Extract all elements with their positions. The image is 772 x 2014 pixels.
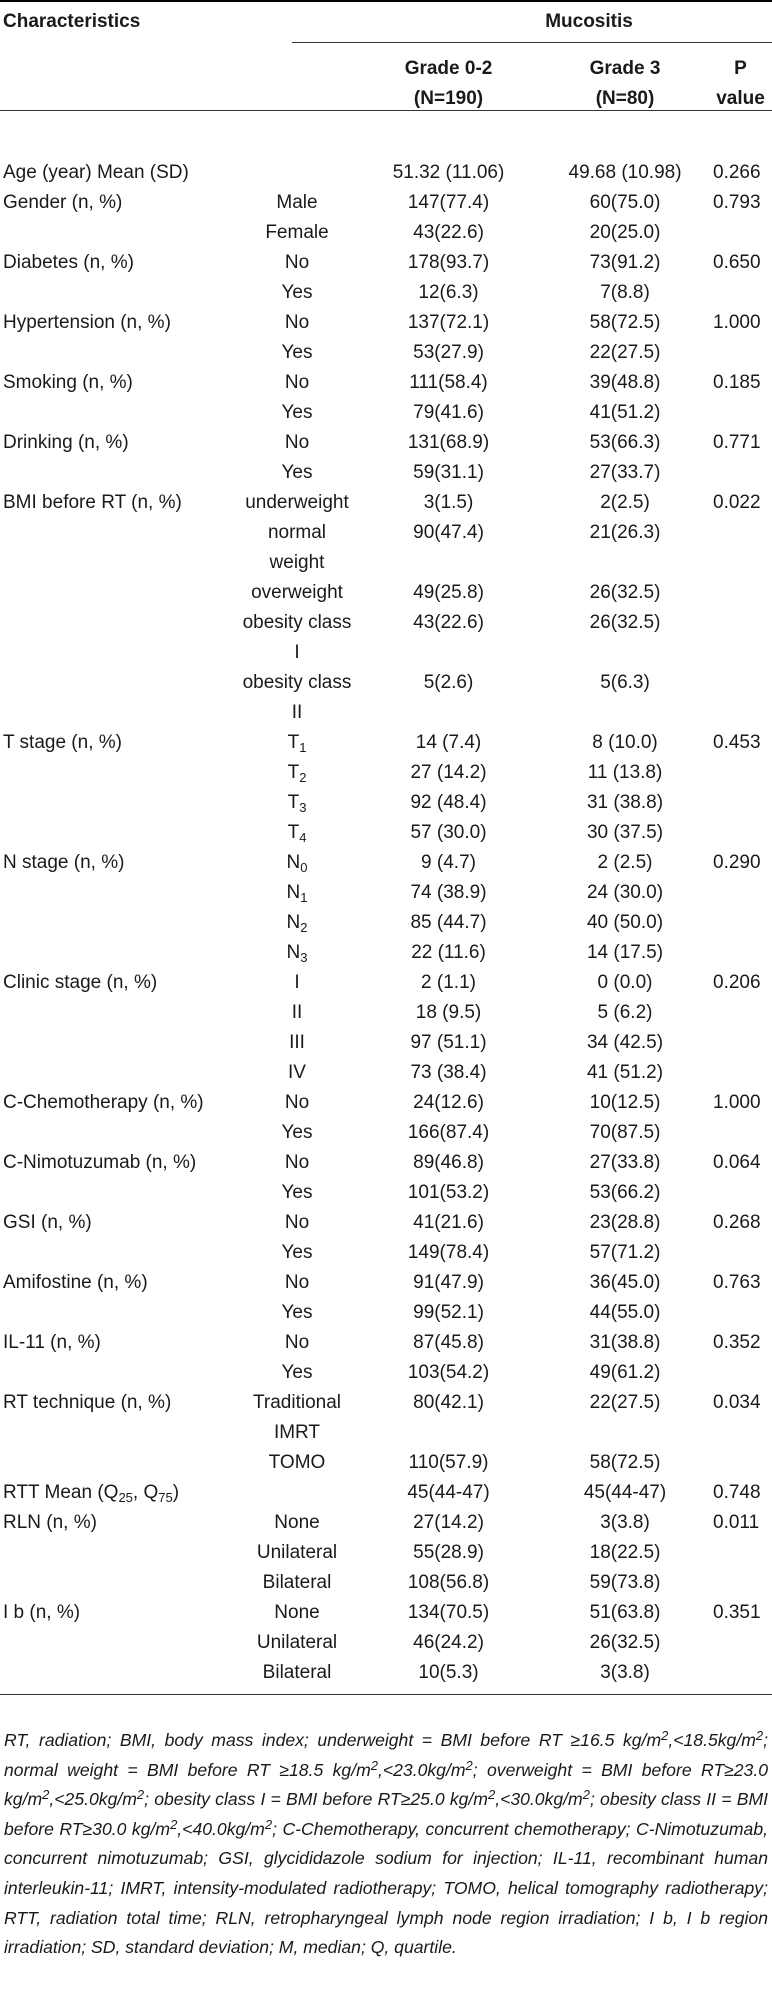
p-value [709, 1058, 772, 1088]
p-value: 0.206 [713, 972, 761, 993]
p-value [709, 458, 772, 488]
table-row [0, 1628, 772, 1658]
grade3-value: 53(66.2) [589, 1182, 661, 1203]
table-row [0, 1268, 772, 1298]
grade02-value: 147(77.4) [407, 192, 490, 213]
table-bottom-rule [0, 1694, 772, 1695]
grade3-value: 5(6.3) [600, 672, 650, 693]
row-label: RT technique (n, %) [3, 1392, 172, 1413]
grade02-value: 43(22.6) [413, 612, 484, 633]
row-label [0, 1238, 238, 1268]
grade02-value: 97 (51.1) [410, 1032, 487, 1053]
p-value: 0.290 [713, 852, 761, 873]
grade02-value: 80(42.1) [413, 1392, 484, 1413]
p-value: 0.011 [713, 1512, 760, 1533]
grade02-header [356, 54, 541, 150]
grade3-name: Grade 3 [589, 58, 661, 79]
row-label: GSI (n, %) [3, 1212, 92, 1233]
row-subgroup: Yes [281, 1122, 313, 1143]
grade3-value: 44(55.0) [589, 1302, 661, 1323]
row-label [0, 908, 238, 938]
row-subgroup: $N_3$ [286, 942, 308, 965]
table-row [0, 728, 772, 758]
grade02-value: 12(6.3) [418, 282, 479, 303]
row-label [0, 518, 238, 578]
p-value [709, 908, 772, 938]
grade02-value: 92 (48.4) [410, 792, 487, 813]
row-subgroup: No [284, 1332, 310, 1353]
row-subgroup: No [284, 252, 310, 273]
table-row [0, 1178, 772, 1208]
table-row [0, 1208, 772, 1238]
grade3-value: 20(25.0) [589, 222, 661, 243]
row-subgroup: Yes [281, 462, 313, 483]
row-label [0, 1028, 238, 1058]
table-row [0, 1058, 772, 1088]
grade3-value: 10(12.5) [589, 1092, 661, 1113]
grade3-value: 73(91.2) [589, 252, 661, 273]
table-row [0, 878, 772, 908]
table-row [0, 1088, 772, 1118]
row-subgroup: $N_0$ [286, 852, 308, 875]
grade3-value: 2 (2.5) [597, 852, 653, 873]
row-label [0, 1448, 238, 1478]
grade3-value: 31(38.8) [589, 1332, 661, 1353]
row-subgroup: underweight [245, 492, 349, 513]
row-label: C-Nimotuzumab (n, %) [3, 1152, 197, 1173]
row-label: Amifostine (n, %) [3, 1272, 148, 1293]
row-label [0, 1298, 238, 1328]
table-row [0, 1538, 772, 1568]
p-value: 0.022 [713, 492, 761, 513]
table-row [0, 578, 772, 608]
p-value: 0.185 [713, 372, 761, 393]
row-subgroup: Yes [281, 402, 313, 423]
grade02-value: 166(87.4) [407, 1122, 490, 1143]
row-subgroup: No [284, 1212, 310, 1233]
table-row [0, 428, 772, 458]
header-row-2 [0, 54, 772, 150]
grade02-value: 91(47.9) [413, 1272, 484, 1293]
p-value [709, 788, 772, 818]
row-label [0, 278, 238, 308]
grade3-value: 2(2.5) [600, 492, 650, 513]
characteristics-header: Characteristics [3, 11, 141, 32]
row-subgroup: No [284, 1092, 310, 1113]
p-value [709, 1658, 772, 1688]
row-subgroup: Male [276, 192, 318, 213]
table-row [0, 758, 772, 788]
grade3-value: 26(32.5) [589, 1632, 661, 1653]
grade3-n: (N=80) [595, 88, 655, 109]
grade3-value: 7(8.8) [600, 282, 650, 303]
table-row [0, 518, 772, 578]
row-label [0, 1628, 238, 1658]
row-subgroup: $T_3$ [287, 792, 307, 815]
row-subgroup: Yes [281, 342, 313, 363]
row-subgroup: No [284, 1152, 310, 1173]
row-subgroup: No [284, 312, 310, 333]
grade3-value: 45(44-47) [583, 1482, 667, 1503]
table-row [0, 848, 772, 878]
table-row [0, 788, 772, 818]
grade02-value: 59(31.1) [413, 462, 484, 483]
p-value [709, 1298, 772, 1328]
p-value [709, 1538, 772, 1568]
p-value [709, 218, 772, 248]
grade02-value: 3(1.5) [423, 492, 474, 513]
table-row [0, 1148, 772, 1178]
p-value: 0.266 [713, 162, 761, 183]
grade02-value: 110(57.9) [408, 1452, 489, 1473]
row-subgroup: Female [265, 222, 329, 243]
table-row [0, 1568, 772, 1598]
grade3-value: 24 (30.0) [586, 882, 664, 903]
row-subgroup: No [284, 432, 310, 453]
row-subgroup: $T_1$ [287, 732, 307, 755]
row-label [0, 1058, 238, 1088]
row-subgroup: obesity class II [242, 672, 352, 723]
row-label [0, 938, 238, 968]
grade02-value: 53(27.9) [413, 342, 484, 363]
table-row [0, 998, 772, 1028]
grade02-value: 41(21.6) [413, 1212, 484, 1233]
p-value: 0.793 [713, 192, 761, 213]
row-subgroup: IV [288, 1062, 306, 1083]
grade3-value: 49(61.2) [589, 1362, 661, 1383]
grade3-value: 27(33.8) [589, 1152, 661, 1173]
row-subgroup: Yes [281, 1362, 313, 1383]
grade02-value: 101(53.2) [407, 1182, 490, 1203]
table-row [0, 188, 772, 218]
grade02-value: 57 (30.0) [410, 822, 487, 843]
table-row [0, 488, 772, 518]
grade3-value: 30 (37.5) [586, 822, 664, 843]
p-value: 1.000 [713, 312, 761, 333]
grade02-value: 51.32 (11.06) [392, 162, 505, 183]
row-label: Clinic stage (n, %) [3, 972, 158, 993]
p-value [709, 578, 772, 608]
p-value [709, 1448, 772, 1478]
p-value [709, 998, 772, 1028]
characteristics-table [0, 4, 772, 1688]
row-subgroup: Traditional IMRT [252, 1392, 341, 1443]
grade3-value: 53(66.3) [589, 432, 661, 453]
row-subgroup: III [289, 1032, 305, 1053]
grade3-value: 26(32.5) [589, 582, 661, 603]
grade3-value: 0 (0.0) [597, 972, 653, 993]
grade3-value: 3(3.8) [600, 1512, 650, 1533]
row-subgroup: Yes [281, 1242, 313, 1263]
top-rule [0, 0, 772, 2]
row-subgroup: Yes [281, 282, 313, 303]
row-label [0, 218, 238, 248]
grade3-value: 60(75.0) [589, 192, 661, 213]
p-value: 0.351 [713, 1602, 761, 1623]
row-label: RTT Mean ($Q_{25}$, $Q_{75}$) [3, 1482, 180, 1505]
grade3-value: 39(48.8) [589, 372, 661, 393]
table-row [0, 1658, 772, 1688]
grade02-value: 49(25.8) [413, 582, 484, 603]
grade02-value: 14 (7.4) [415, 732, 482, 753]
row-subgroup: $N_1$ [286, 882, 308, 905]
row-subgroup: normal weight [267, 522, 327, 573]
table-row [0, 1358, 772, 1388]
p-value [709, 278, 772, 308]
grade02-value: 178(93.7) [407, 252, 490, 273]
p-value [709, 1118, 772, 1148]
grade3-value: 26(32.5) [589, 612, 661, 633]
row-subgroup: None [274, 1512, 320, 1533]
grade3-value: 51(63.8) [589, 1602, 661, 1623]
table-row [0, 608, 772, 668]
grade3-value: 5 (6.2) [597, 1002, 653, 1023]
row-subgroup: $T_2$ [287, 762, 307, 785]
row-subgroup: obesity class I [242, 612, 352, 663]
row-label: Gender (n, %) [3, 192, 123, 213]
grade3-value: 57(71.2) [589, 1242, 661, 1263]
grade3-value: 34 (42.5) [586, 1032, 664, 1053]
mucositis-header: Mucositis [545, 11, 633, 32]
p-value: 0.268 [713, 1212, 761, 1233]
row-label [0, 878, 238, 908]
p-value [709, 938, 772, 968]
p-value [709, 1178, 772, 1208]
grade3-value: 8 (10.0) [592, 732, 658, 753]
table-row [0, 248, 772, 278]
p-value-line2: value [716, 88, 765, 109]
grade3-value: 22(27.5) [589, 1392, 661, 1413]
p-value: 0.352 [713, 1332, 761, 1353]
table-row [0, 1238, 772, 1268]
grade3-value: 59(73.8) [589, 1572, 661, 1593]
row-label: Smoking (n, %) [3, 372, 133, 393]
table-row [0, 1478, 772, 1508]
grade02-value: 74 (38.9) [410, 882, 487, 903]
row-label [0, 1358, 238, 1388]
grade3-value: 49.68 (10.98) [568, 162, 682, 183]
row-label [0, 788, 238, 818]
p-value: 0.748 [713, 1482, 761, 1503]
row-subgroup: Unilateral [256, 1542, 338, 1563]
grade02-value: 108(56.8) [407, 1572, 490, 1593]
table-row [0, 458, 772, 488]
grade02-value: 137(72.1) [407, 312, 490, 333]
grade3-value: 11 (13.8) [587, 762, 663, 783]
grade02-value: 24(12.6) [413, 1092, 484, 1113]
row-label [0, 578, 238, 608]
table-row [0, 1388, 772, 1448]
row-subgroup [238, 1478, 356, 1508]
p-value: 0.771 [713, 432, 761, 453]
table-row [0, 1118, 772, 1148]
row-label [0, 758, 238, 788]
table-row [0, 338, 772, 368]
p-value [709, 668, 772, 728]
row-label [0, 1118, 238, 1148]
table-row [0, 1328, 772, 1358]
p-value [709, 1358, 772, 1388]
p-value-line1: P [734, 58, 747, 79]
p-value [709, 518, 772, 578]
row-label: Diabetes (n, %) [3, 252, 134, 273]
row-label [0, 338, 238, 368]
row-label [0, 998, 238, 1028]
row-label [0, 1538, 238, 1568]
grade3-value: 3(3.8) [600, 1662, 650, 1683]
grade3-value: 70(87.5) [589, 1122, 661, 1143]
p-value [709, 1238, 772, 1268]
p-value: 0.763 [713, 1272, 761, 1293]
table-footnote: RT, radiation; BMI, body mass index; underweight = BMI before RT ≥16.5 $kg/m^2,<18.5kg/m^2$; normal weight = BMI before RT ≥18.5 $kg/m^2,<23.0kg/m^2$; overweight = BMI before RT≥23.0 $kg/m^2,<25.0kg/m^2$; obesity class I = BMI before RT≥25.0 $kg/m^2,<30.0kg/m^2$; obesity class II = BMI before RT≥30.0 $kg/m^2,<40.0kg/m^2$; C-Chemotherapy, concurrent chemotherapy; C-Nimotuzumab, concurrent nimotuzumab; GSI, glycididazole sodium for injection; IL-11, recombinant human interleukin-11; IMRT, intensity-modulated radiotherapy; TOMO, helical tomography radiotherapy; RTT, radiation total time; RLN, retropharyngeal lymph node region irradiation; I b, I b region irradiation; SD, standard deviation; M, median; Q, quartile. [4, 1728, 768, 1958]
row-label [0, 398, 238, 428]
row-subgroup [238, 158, 356, 188]
p-value [709, 1568, 772, 1598]
grade02-value: 27(14.2) [413, 1512, 484, 1533]
table-row [0, 1598, 772, 1628]
table-row [0, 938, 772, 968]
grade02-value: 45(44-47) [407, 1482, 490, 1503]
row-subgroup: Bilateral [262, 1572, 332, 1593]
p-value: 0.650 [713, 252, 761, 273]
grade02-value: 87(45.8) [413, 1332, 484, 1353]
p-value: 0.034 [713, 1392, 761, 1413]
grade02-value: 111(58.4) [409, 372, 488, 393]
table-row [0, 1028, 772, 1058]
row-subgroup: None [274, 1602, 320, 1623]
p-value [709, 1628, 772, 1658]
grade02-value: 18 (9.5) [415, 1002, 482, 1023]
grade02-value: 27 (14.2) [410, 762, 487, 783]
table-row [0, 368, 772, 398]
grade02-value: 2 (1.1) [421, 972, 476, 993]
row-label [0, 1178, 238, 1208]
row-label: BMI before RT (n, %) [3, 492, 182, 513]
grade3-value: 23(28.8) [589, 1212, 661, 1233]
grade02-value: 90(47.4) [413, 522, 484, 543]
p-value-header [709, 54, 772, 150]
grade02-value: 22 (11.6) [411, 942, 486, 963]
grade3-value: 58(72.5) [589, 1452, 661, 1473]
table-row [0, 818, 772, 848]
header-row-1 [0, 4, 772, 54]
grade02-value: 46(24.2) [413, 1632, 484, 1653]
p-value [709, 818, 772, 848]
grade02-value: 85 (44.7) [410, 912, 487, 933]
row-subgroup: TOMO [268, 1452, 326, 1473]
row-label [0, 608, 238, 668]
grade02-value: 10(5.3) [418, 1662, 479, 1683]
grade3-value: 22(27.5) [589, 342, 661, 363]
grade02-n: (N=190) [413, 88, 484, 109]
row-subgroup: Yes [281, 1302, 313, 1323]
table-row [0, 158, 772, 188]
row-subgroup: Yes [281, 1182, 313, 1203]
row-subgroup: $N_2$ [286, 912, 308, 935]
grade02-value: 134(70.5) [407, 1602, 490, 1623]
row-label: T stage (n, %) [3, 732, 122, 753]
row-subgroup: Bilateral [262, 1662, 332, 1683]
row-label: RLN (n, %) [3, 1512, 97, 1533]
grade3-value: 41(51.2) [589, 402, 661, 423]
row-label: I b (n, %) [3, 1602, 81, 1623]
row-subgroup: overweight [251, 582, 343, 603]
row-subgroup: No [284, 1272, 310, 1293]
p-value: 0.064 [713, 1152, 761, 1173]
grade02-value: 5(2.6) [423, 672, 474, 693]
table-row [0, 668, 772, 728]
table-row [0, 968, 772, 998]
grade3-value: 18(22.5) [589, 1542, 661, 1563]
grade3-value: 21(26.3) [589, 522, 661, 543]
row-label: Hypertension (n, %) [3, 312, 171, 333]
row-label [0, 1658, 238, 1688]
p-value [709, 398, 772, 428]
table-row [0, 1448, 772, 1478]
grade3-value: 14 (17.5) [586, 942, 664, 963]
grade02-name: Grade 0-2 [404, 58, 493, 79]
grade3-value: 36(45.0) [589, 1272, 661, 1293]
table-row [0, 908, 772, 938]
table-row [0, 218, 772, 248]
grade02-value: 9 (4.7) [421, 852, 476, 873]
row-label: C-Chemotherapy (n, %) [3, 1092, 204, 1113]
p-value [709, 1028, 772, 1058]
row-label: IL-11 (n, %) [3, 1332, 101, 1353]
row-subgroup: I [294, 972, 300, 993]
row-label [0, 668, 238, 728]
row-label [0, 818, 238, 848]
p-value [709, 608, 772, 668]
grade02-value: 99(52.1) [413, 1302, 484, 1323]
row-subgroup: No [284, 372, 310, 393]
row-subgroup: $T_4$ [287, 822, 307, 845]
grade02-value: 73 (38.4) [410, 1062, 487, 1083]
table-row [0, 278, 772, 308]
grade02-value: 89(46.8) [413, 1152, 484, 1173]
row-label [0, 458, 238, 488]
p-value [709, 758, 772, 788]
grade02-value: 149(78.4) [407, 1242, 490, 1263]
row-label: Drinking (n, %) [3, 432, 129, 453]
grade3-value: 41 (51.2) [586, 1062, 664, 1083]
grade3-value: 40 (50.0) [586, 912, 664, 933]
table-row [0, 1298, 772, 1328]
grade02-value: 103(54.2) [407, 1362, 490, 1383]
grade02-value: 55(28.9) [413, 1542, 484, 1563]
table-row [0, 1508, 772, 1538]
grade3-value: 31 (38.8) [586, 792, 664, 813]
p-value: 0.453 [713, 732, 761, 753]
p-value: 1.000 [713, 1092, 761, 1113]
p-value [709, 878, 772, 908]
table-row [0, 308, 772, 338]
row-label [0, 1568, 238, 1598]
row-subgroup: Unilateral [256, 1632, 338, 1653]
grade3-value: 27(33.7) [589, 462, 661, 483]
grade3-value: 58(72.5) [589, 312, 661, 333]
table-row [0, 398, 772, 428]
grade3-header [541, 54, 709, 150]
p-value [709, 338, 772, 368]
grade02-value: 79(41.6) [413, 402, 484, 423]
row-label: N stage (n, %) [3, 852, 125, 873]
row-subgroup: II [291, 1002, 303, 1023]
grade02-value: 131(68.9) [407, 432, 490, 453]
row-label: Age (year) Mean (SD) [3, 162, 189, 183]
grade02-value: 43(22.6) [413, 222, 484, 243]
